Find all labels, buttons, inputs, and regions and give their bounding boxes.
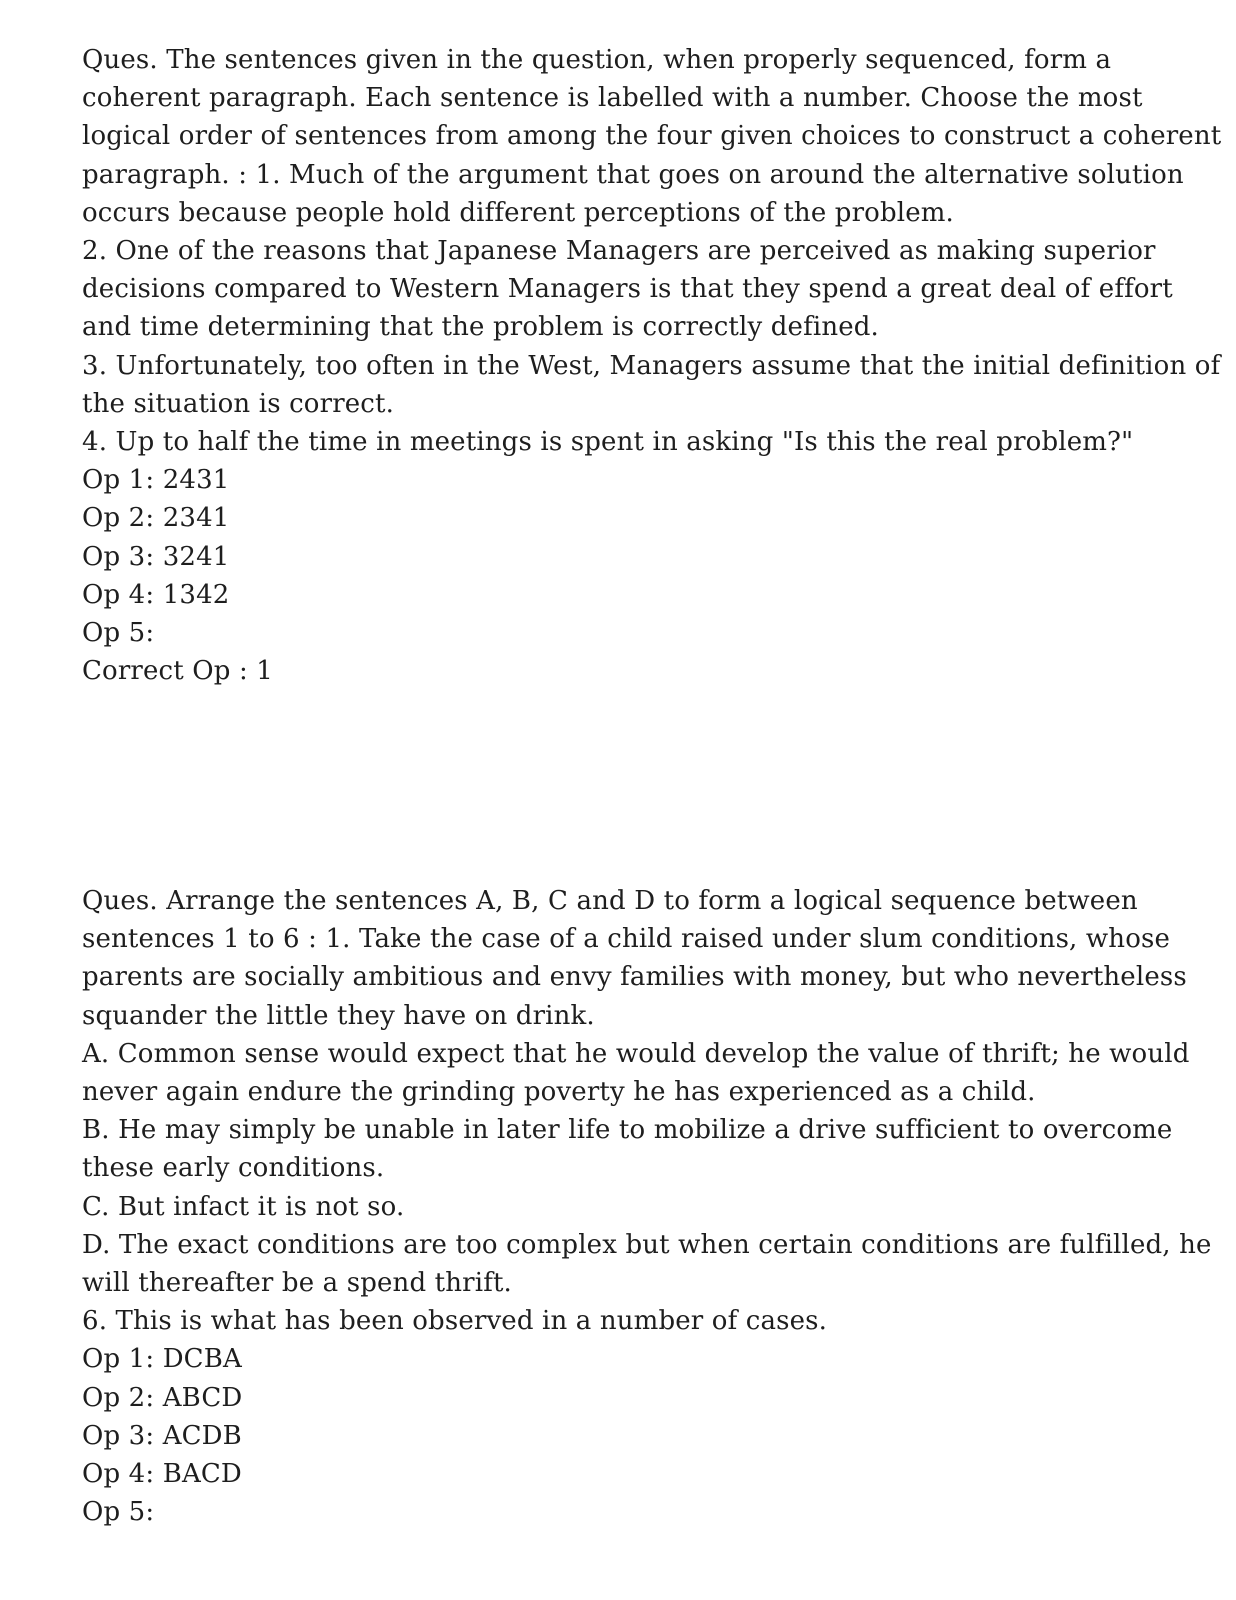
option: Op 1: DCBA	[82, 1344, 242, 1375]
sentence: 4. Up to half the time in meetings is spent in asking "Is this the real problem?"	[82, 427, 1134, 458]
option: Op 2: 2341	[82, 503, 230, 534]
option: Op 5:	[82, 1497, 155, 1528]
sentence: 2. One of the reasons that Japanese Managers are perceived as making superior decisions compared to Western Managers is that they spend a great deal of effort and time determining that the problem is correctly defined.	[82, 236, 1173, 343]
option: Op 3: 3241	[82, 541, 230, 572]
sentence: D. The exact conditions are too complex but when certain conditions are fulfilled, he will thereafter be a spend thrift.	[82, 1229, 1212, 1299]
sentence: 6. This is what has been observed in a number of cases.	[82, 1306, 828, 1337]
sentence: 3. Unfortunately, too often in the West, Managers assume that the initial definition of the situation is correct.	[82, 350, 1221, 419]
correct-option: Correct Op : 1	[82, 656, 273, 687]
option: Op 4: BACD	[82, 1459, 242, 1490]
question-1	[82, 41, 1222, 690]
option: Op 3: ACDB	[82, 1420, 242, 1451]
option: Op 4: 1342	[82, 579, 230, 610]
sentence: B. He may simply be unable in later life to mobilize a drive sufficient to overcome these early conditions.	[82, 1115, 1173, 1184]
option: Op 1: 2431	[82, 465, 230, 496]
option: Op 2: ABCD	[82, 1382, 243, 1413]
question-intro: Ques. The sentences given in the question, when properly sequenced, form a coherent paragraph. Each sentence is labelled with a number. Choose the most logical order of sentences from among the four given choices to construct a coherent paragraph. : 1. Much of the argument that goes on around the alternative solution occurs because people hold different perceptions of the problem.	[82, 45, 1222, 228]
sentence: A. Common sense would expect that he would develop the value of thrift; he would never again endure the grinding poverty he has experienced as a child.	[82, 1038, 1190, 1108]
option: Op 5:	[82, 618, 155, 649]
document-page	[82, 41, 1222, 1528]
sentence: C. But infact it is not so.	[82, 1191, 405, 1222]
question-2	[82, 882, 1222, 1531]
question-intro: Ques. Arrange the sentences A, B, C and D to form a logical sequence between sentences 1 to 6 : 1. Take the case of a child raised under slum conditions, whose parents are socially ambitious and envy families with money, but who nevertheless squander the little they have on drink.	[82, 886, 1187, 1031]
